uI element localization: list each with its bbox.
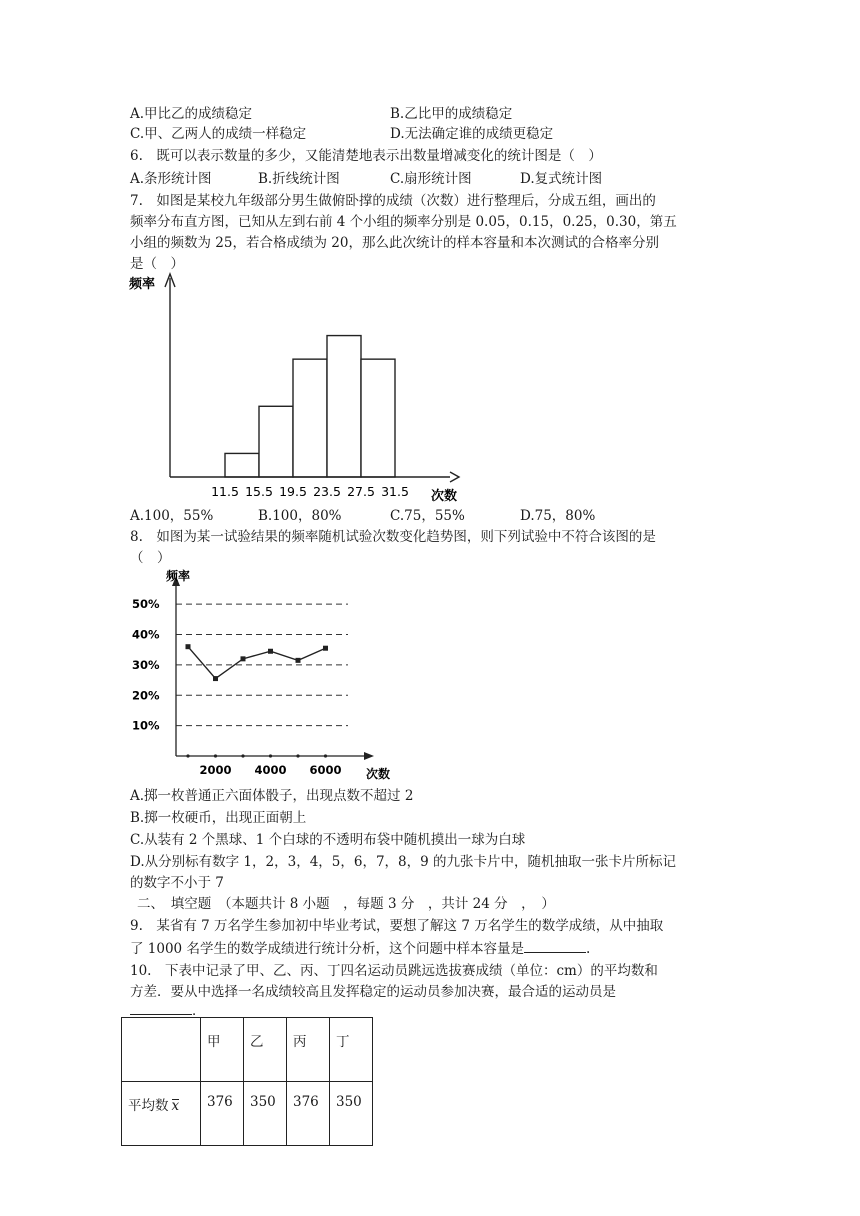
histogram-bar	[259, 406, 293, 477]
trend-x-tick: 6000	[309, 763, 342, 777]
histogram-bar	[225, 453, 259, 477]
q7-stem-line: 小组的频数为 25，若合格成绩为 20，那么此次统计的样本容量和本次测试的合格率分别	[130, 235, 659, 251]
q5-option-d: D.无法确定谁的成绩更稳定	[390, 126, 554, 142]
table-header-row	[122, 1018, 373, 1082]
q10-stem-line: 10. 下表中记录了甲、乙、丙、丁四名运动员跳远选拔赛成绩（单位：cm）的平均数和	[130, 963, 658, 979]
q8-option-d: D.从分别标有数字 1，2，3，4，5，6，7，8，9 的九张卡片中，随机抽取一张卡片所标记	[130, 854, 677, 870]
table-row	[122, 1082, 373, 1146]
section-2-heading: 二、 填空题 （本题共计 8 小题 ，每题 3 分 ，共计 24 分 ， ）	[137, 896, 555, 912]
histogram-x-tick: 31.5	[381, 484, 409, 499]
q7-option-d: D.75，80%	[520, 508, 596, 524]
q9-stem-text: 了 1000 名学生的数学成绩进行统计分析，这个问题中样本容量是	[130, 941, 524, 957]
q8-option-a: A.掷一枚普通正六面体骰子，出现点数不超过 2	[130, 788, 414, 804]
frequency-trend-chart	[128, 566, 403, 786]
trend-y-tick: 30%	[132, 657, 160, 672]
q7-stem-line: 7. 如图是某校九年级部分男生做俯卧撑的成绩（次数）进行整理后，分成五组，画出的	[130, 193, 656, 209]
trend-x-tick-dot	[241, 754, 244, 757]
trend-y-tick: 40%	[132, 627, 160, 642]
trend-point	[186, 644, 191, 649]
trend-y-tick: 50%	[132, 597, 160, 612]
table-cell: 350	[244, 1082, 287, 1146]
q7-option-b: B.100，80%	[258, 508, 342, 524]
q10-stem-tail: ．	[192, 1003, 206, 1019]
trend-x-label: 次数	[366, 767, 391, 781]
q7-stem-line: 是（ ）	[130, 256, 184, 272]
q9-stem-line	[130, 938, 590, 959]
trend-point	[241, 656, 246, 661]
q9-answer-blank[interactable]	[524, 938, 586, 953]
table-header-cell: 丁	[330, 1018, 373, 1082]
q6-stem: 6. 既可以表示数量的多少，又能清楚地表示出数量增减变化的统计图是（ ）	[130, 148, 602, 164]
q7-stem-line: 频率分布直方图，已知从左到右前 4 个小组的频率分别是 0.05，0.15，0.25，0.30，第五	[130, 214, 677, 230]
q8-stem-line: 8. 如图为某一试验结果的频率随机试验次数变化趋势图，则下列试验中不符合该图的是	[130, 529, 656, 545]
trend-x-arrow	[364, 752, 374, 760]
q5-option-a: A.甲比乙的成绩稳定	[130, 106, 253, 122]
table-header-cell: 乙	[244, 1018, 287, 1082]
trend-x-tick-dot	[324, 754, 327, 757]
histogram-bar	[361, 359, 395, 477]
trend-y-tick: 10%	[132, 718, 160, 733]
q9-stem-tail: .	[585, 941, 591, 957]
q6-option-d: D.复式统计图	[520, 171, 603, 187]
histogram-x-tick: 15.5	[245, 484, 273, 499]
trend-x-tick: 4000	[254, 763, 287, 777]
frequency-histogram	[125, 268, 470, 508]
trend-x-tick: 2000	[199, 763, 232, 777]
x-bar-letter: x	[171, 1098, 180, 1114]
q5-option-c: C.甲、乙两人的成绩一样稳定	[130, 126, 307, 142]
trend-y-label: 频率	[166, 569, 191, 583]
histogram-x-tick: 23.5	[313, 484, 341, 499]
trend-point	[268, 649, 273, 654]
table-cell: 376	[201, 1082, 244, 1146]
histogram-y-label: 频率	[129, 277, 156, 292]
trend-x-tick-dot	[214, 754, 217, 757]
histogram-bar	[327, 336, 361, 477]
q7-option-c: C.75，55%	[390, 508, 465, 524]
trend-point	[213, 676, 218, 681]
q6-option-b: B.折线统计图	[258, 171, 340, 187]
table-cell: 376	[287, 1082, 330, 1146]
histogram-x-tick: 11.5	[211, 484, 239, 499]
q5-option-b: B.乙比甲的成绩稳定	[390, 106, 513, 122]
q8-option-b: B.掷一枚硬币，出现正面朝上	[130, 810, 307, 826]
athletes-table	[121, 1017, 373, 1146]
trend-y-tick: 20%	[132, 688, 160, 703]
q7-option-a: A.100，55%	[130, 508, 214, 524]
histogram-bar	[293, 359, 327, 477]
table-header-cell: 丙	[287, 1018, 330, 1082]
histogram-x-arrow	[450, 472, 459, 482]
x-bar-overline	[172, 1099, 180, 1100]
histogram-x-label: 次数	[431, 489, 458, 504]
q10-stem-line: 方差．要从中选择一名成绩较高且发挥稳定的运动员参加决赛，最合适的运动员是	[130, 984, 616, 1000]
trend-point	[296, 658, 301, 663]
histogram-x-tick: 27.5	[347, 484, 375, 499]
table-header-cell	[122, 1018, 201, 1082]
q8-option-d-cont: 的数字不小于 7	[130, 875, 224, 891]
trend-point	[323, 646, 328, 651]
table-row-label	[122, 1082, 201, 1146]
trend-x-tick-dot	[186, 754, 189, 757]
q9-stem-line: 9. 某省有 7 万名学生参加初中毕业考试，要想了解这 7 万名学生的数学成绩，从中抽取	[130, 918, 664, 934]
q8-stem-line: （ ）	[130, 550, 171, 566]
table-header-cell: 甲	[201, 1018, 244, 1082]
q8-option-c: C.从装有 2 个黑球、1 个白球的不透明布袋中随机摸出一球为白球	[130, 832, 526, 848]
q6-option-c: C.扇形统计图	[390, 171, 472, 187]
q6-option-a: A.条形统计图	[130, 171, 212, 187]
trend-series-line	[188, 647, 326, 679]
trend-x-tick-dot	[296, 754, 299, 757]
histogram-x-tick: 19.5	[279, 484, 307, 499]
x-bar-symbol	[172, 1098, 180, 1114]
table-cell: 350	[330, 1082, 373, 1146]
trend-x-tick-dot	[269, 754, 272, 757]
q10-answer-blank[interactable]	[130, 1000, 192, 1015]
mean-label: 平均数	[128, 1098, 169, 1114]
